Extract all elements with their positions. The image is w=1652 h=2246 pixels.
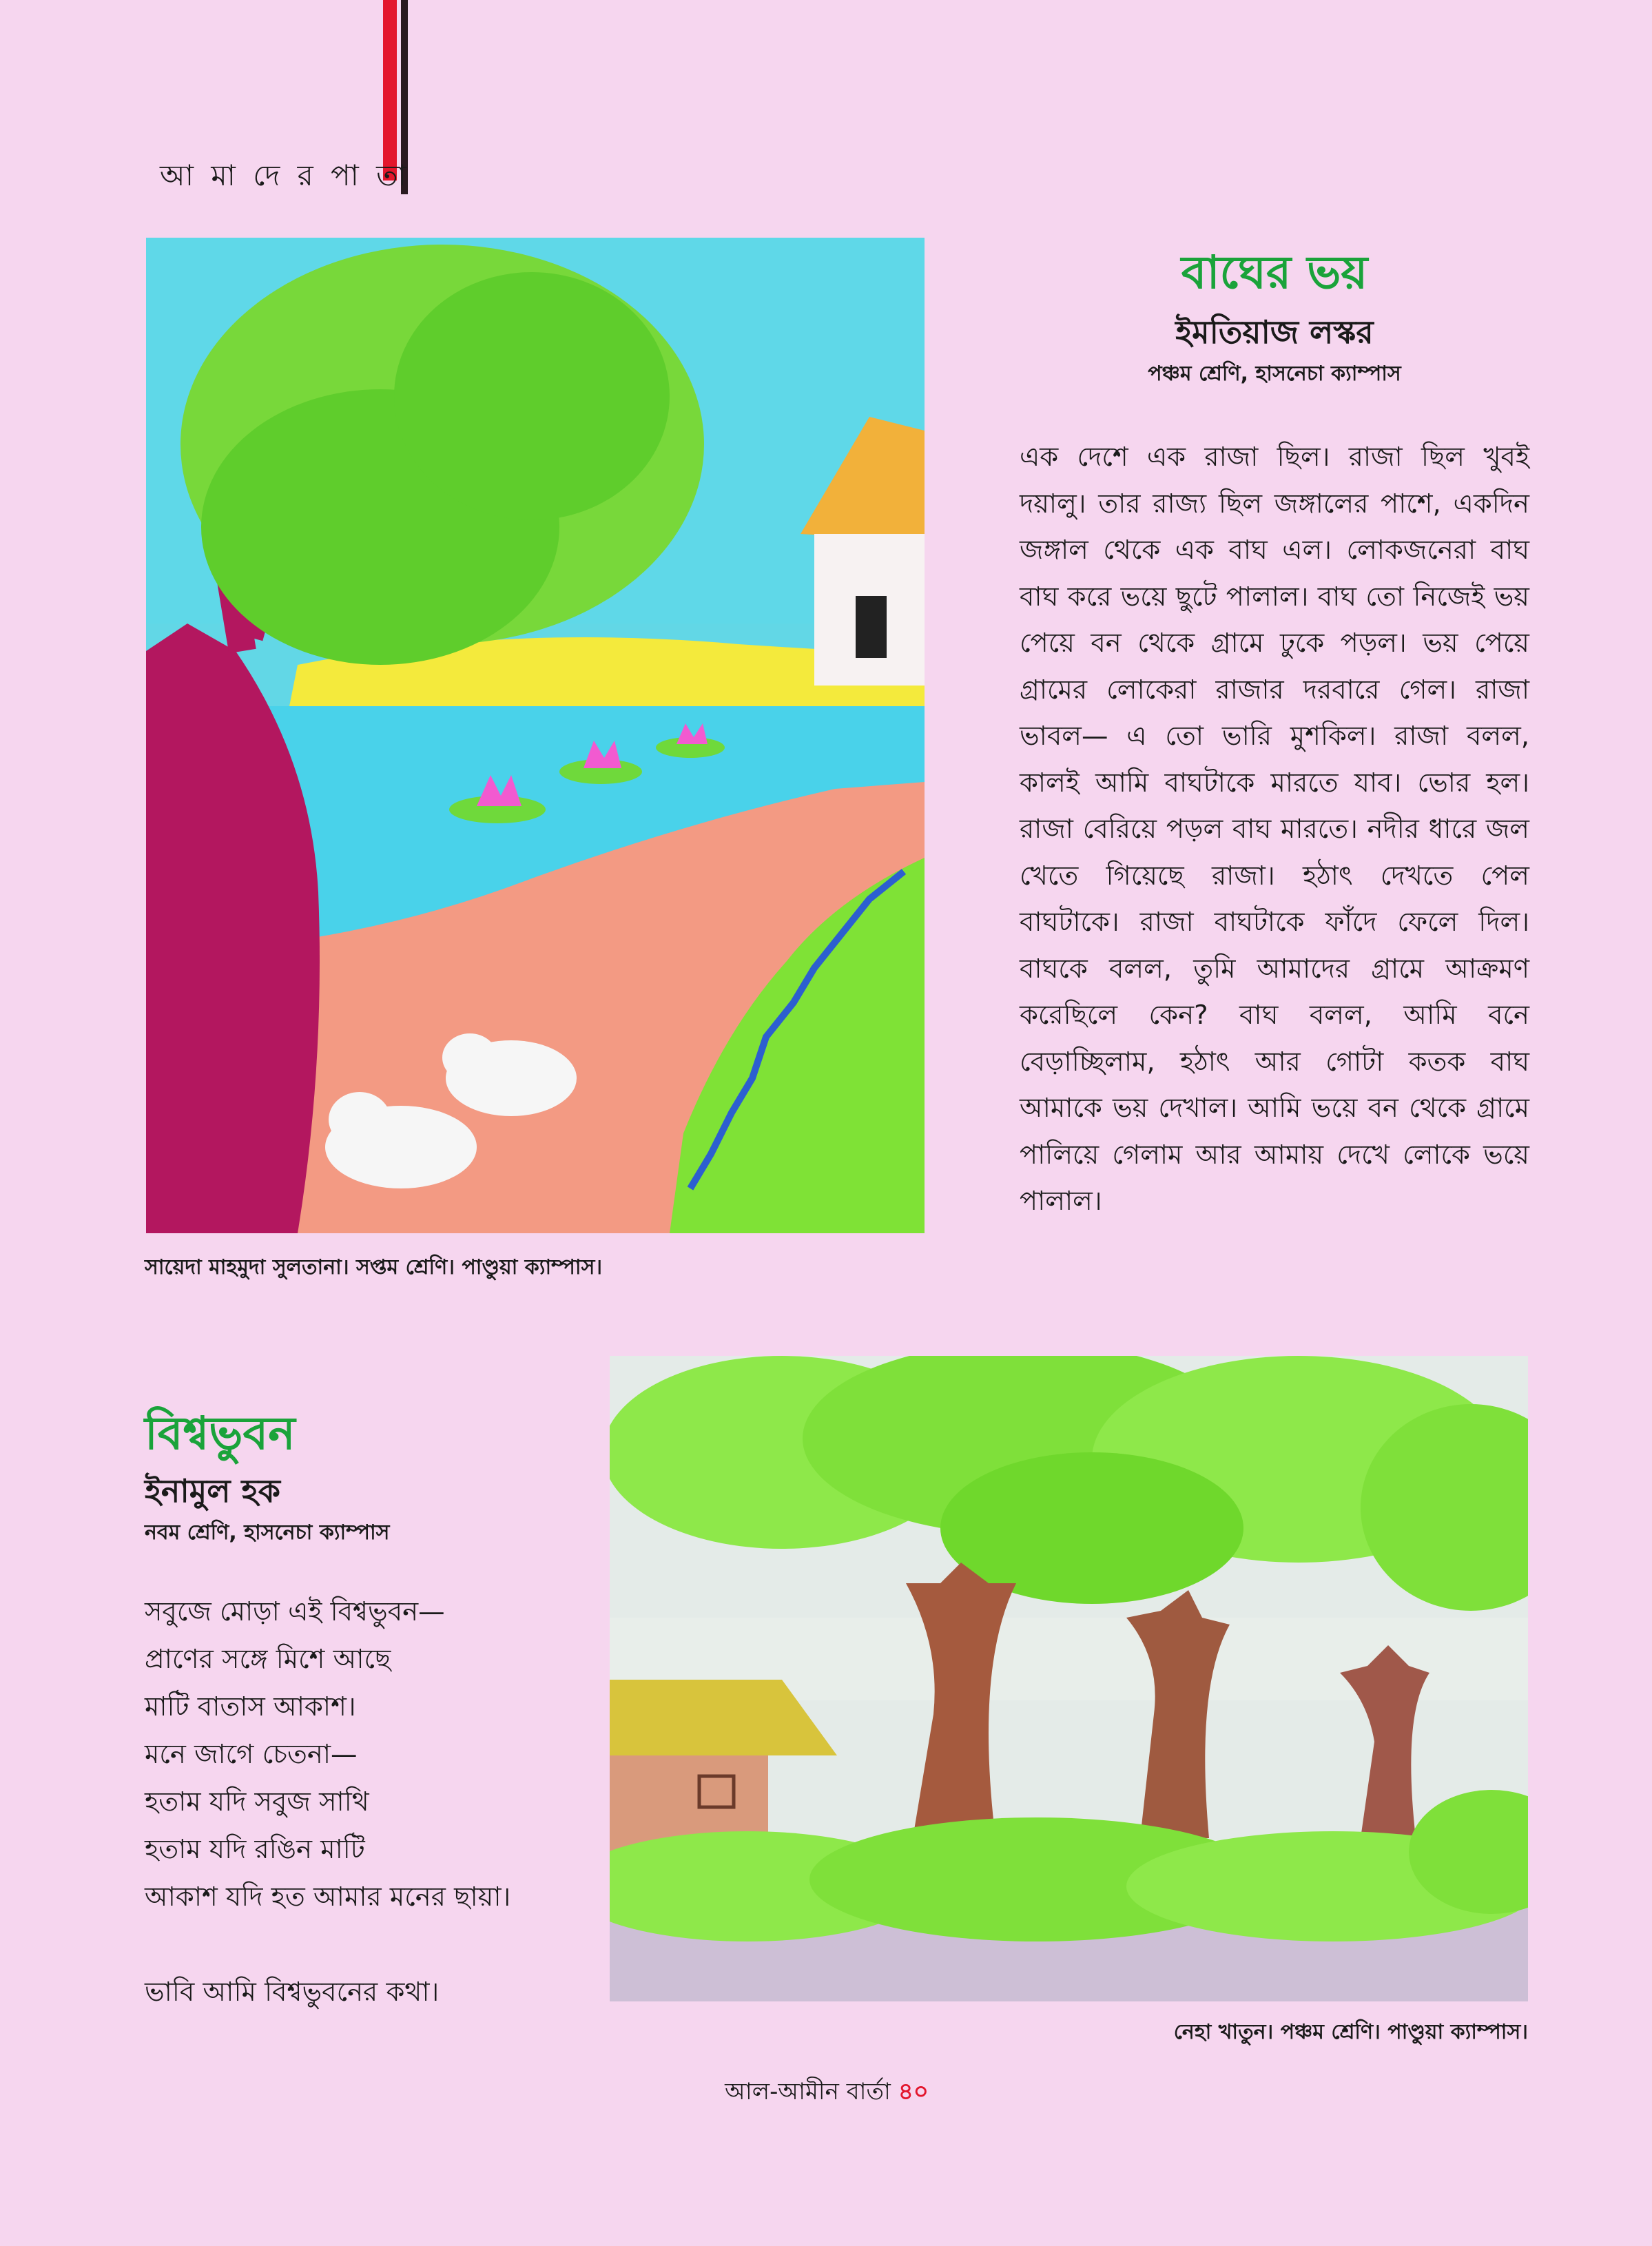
poem-line: মনে জাগে চেতনা—: [145, 1739, 358, 1770]
story-body: এক দেশে এক রাজা ছিল। রাজা ছিল খুবই দয়ালু। তার রাজ্য ছিল জঙ্গালের পাশে, একদিন জঙ্গাল থেকে এক বাঘ এল। লোকজনেরা বাঘ বাঘ করে ভয়ে ছুটে পালাল। বাঘ তো নিজেই ভয় পেয়ে বন থেকে গ্রামে ঢুকে পড়ল। ভয় পেয়ে গ্রামের লোকেরা রাজার দরবারে গেল। রাজা ভাবল— এ তো ভারি মুশকিল। রাজা বলল, কালই আমি বাঘটাকে মারতে যাব। ভোর হল। রাজা বেরিয়ে পড়ল বাঘ মারতে। নদীর ধারে জল খেতে গিয়েছে রাজা। হঠাৎ দেখতে পেল বাঘটাকে। রাজা বাঘটাকে ফাঁদে ফেলে দিল। বাঘকে বলল, তুমি আমাদের গ্রামে আক্রমণ করেছিলে কেন? বাঘ বলল, আমি বনে বেড়াচ্ছিলাম, হঠাৎ আর গোটা কতক বাঘ আমাকে ভয় দেখাল। আমি ভয়ে বন থেকে গ্রামে পালিয়ে গেলাম আর আমায় দেখে লোকে ভয়ে পালাল।: [1020, 442, 1529, 1217]
story-title: বাঘের ভয়: [1181, 246, 1368, 299]
poem-line: হতাম যদি রঙিন মাটি: [145, 1834, 365, 1865]
drawing2-caption: নেহা খাতুন। পঞ্চম শ্রেণি। পাণ্ডুয়া ক্যাম্পাস।: [1173, 2020, 1528, 2044]
poem-line: হতাম যদি সবুজ সাথি: [145, 1786, 369, 1817]
drawing-river-landscape: [146, 238, 925, 1233]
page-footer: [620, 2074, 1033, 2113]
poem-line: ভাবি আমি বিশ্বভুবনের কথা।: [145, 1977, 440, 2008]
poem-line: আকাশ যদি হত আমার মনের ছায়া।: [145, 1882, 511, 1913]
poem-body: [145, 1588, 510, 2016]
page-number: ৪০: [898, 2078, 929, 2105]
story-author: ইমতিয়াজ লস্কর: [1175, 313, 1374, 351]
section-label: আ মা দে র পা তা: [160, 158, 411, 192]
poem-author: ইনামুল হক: [145, 1472, 280, 1510]
story-class-campus: পঞ্চম শ্রেণি, হাসনেচা ক্যাম্পাস: [1148, 362, 1401, 386]
poem-line: প্রাণের সঙ্গে মিশে আছে: [145, 1644, 391, 1675]
magazine-name: আল-আমীন বার্তা: [725, 2078, 891, 2105]
drawing1-caption: সায়েদা মাহমুদা সুলতানা। সপ্তম শ্রেণি। পাণ্ডুয়া ক্যাম্পাস।: [145, 1255, 603, 1279]
drawing-forest-hut: [610, 1356, 1528, 2001]
poem-class-campus: নবম শ্রেণি, হাসনেচা ক্যাম্পাস: [145, 1521, 390, 1545]
poem-line: মাটি বাতাস আকাশ।: [145, 1691, 356, 1722]
poem-title: বিশ্বভুবন: [145, 1407, 296, 1460]
poem-line: সবুজে মোড়া এই বিশ্বভুবন—: [145, 1596, 445, 1627]
